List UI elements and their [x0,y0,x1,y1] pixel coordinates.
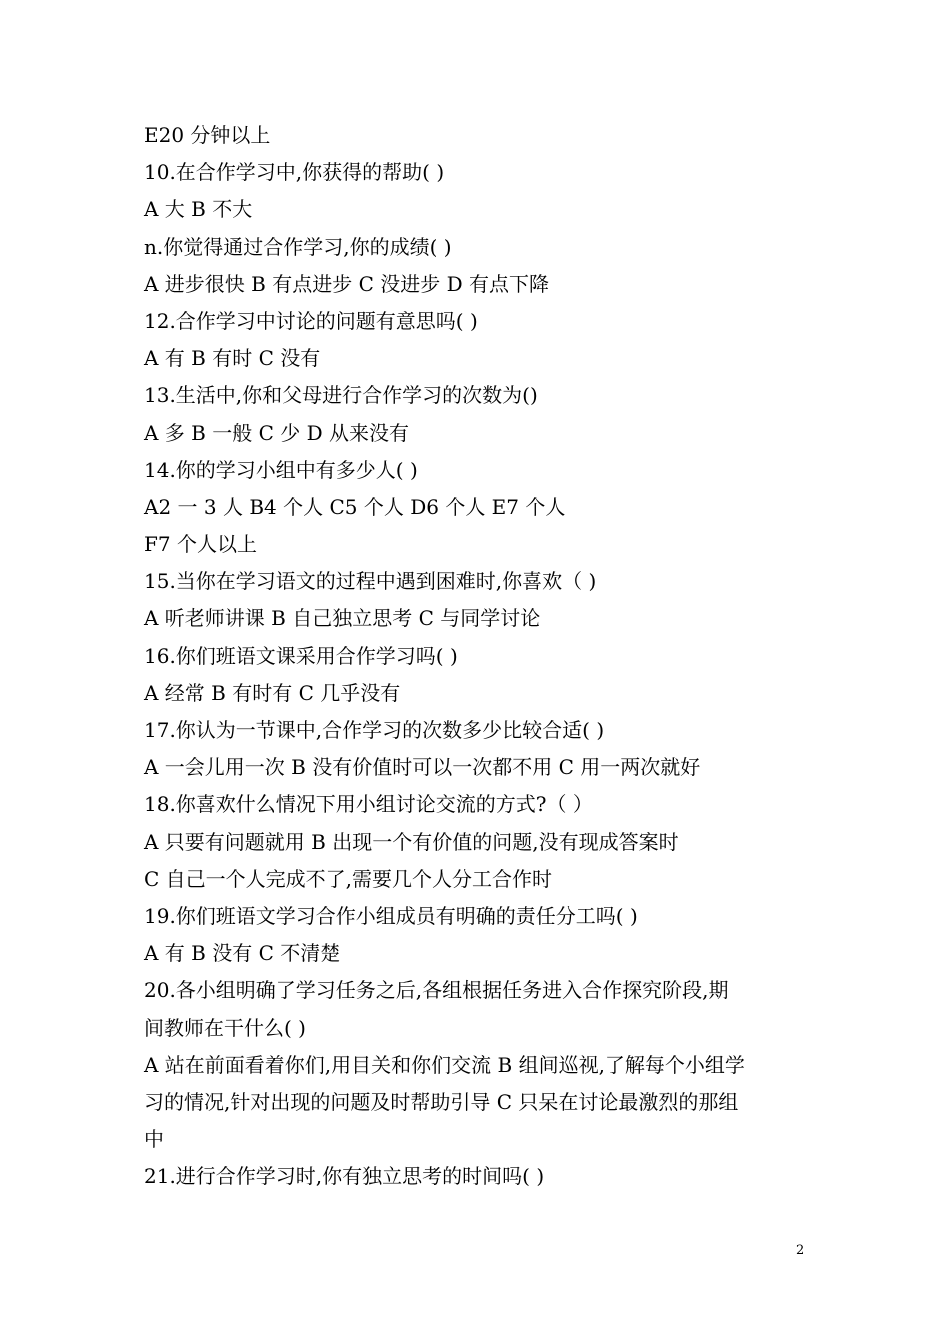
options-13: A 多 B 一般 C 少 D 从来没有 [144,420,409,445]
question-10: 10.在合作学习中,你获得的帮助( ) [144,160,445,185]
options-10: A 大 B 不大 [144,197,253,222]
options-19: A 有 B 没有 C 不清楚 [144,941,341,966]
options-17: A 一会儿用一次 B 没有价值时可以一次都不用 C 用一两次就好 [144,755,701,780]
options-18: A 只要有问题就用 B 出现一个有价值的问题,没有现成答案时 [144,829,679,854]
options-11: A 进步很快 B 有点进步 C 没进步 D 有点下降 [144,271,549,296]
page-number: 2 [796,1243,805,1258]
options-12: A 有 B 有时 C 没有 [144,346,321,371]
question-20-continued: 间教师在干什么( ) [144,1015,306,1040]
question-16: 16.你们班语文课采用合作学习吗( ) [144,643,458,668]
options-14-continued: F7 个人以上 [144,532,257,557]
document-body [144,117,816,1195]
question-21: 21.进行合作学习时,你有独立思考的时间吗( ) [144,1164,545,1189]
question-13: 13.生活中,你和父母进行合作学习的次数为() [144,383,538,408]
question-11: n.你觉得通过合作学习,你的成绩( ) [144,234,452,259]
text-line: E20 分钟以上 [144,123,271,147]
options-16: A 经常 B 有时有 C 几乎没有 [144,680,401,705]
options-14: A2 一 3 人 B4 个人 C5 个人 D6 个人 E7 个人 [144,494,566,519]
question-17: 17.你认为一节课中,合作学习的次数多少比较合适( ) [144,718,605,742]
options-20-continued: 习的情况,针对出现的问题及时帮助引导 C 只呆在讨论最激烈的那组 [144,1089,739,1114]
question-19: 19.你们班语文学习合作小组成员有明确的责任分工吗( ) [144,903,638,928]
question-12: 12.合作学习中讨论的问题有意思吗( ) [144,308,478,333]
question-18: 18.你喜欢什么情况下用小组讨论交流的方式?（ ） [144,792,593,817]
options-18-continued: C 自己一个人完成不了,需要几个人分工合作时 [144,866,553,891]
question-20: 20.各小组明确了学习任务之后,各组根据任务进入合作探究阶段,期 [144,978,729,1003]
options-15: A 听老师讲课 B 自己独立思考 C 与同学讨论 [144,606,541,631]
question-14: 14.你的学习小组中有多少人( ) [144,457,418,482]
question-15: 15.当你在学习语文的过程中遇到困难时,你喜欢（ ) [144,569,597,594]
options-20: A 站在前面看着你们,用目关和你们交流 B 组间巡视,了解每个小组学 [144,1052,745,1077]
options-20-end: 中 [144,1127,164,1152]
